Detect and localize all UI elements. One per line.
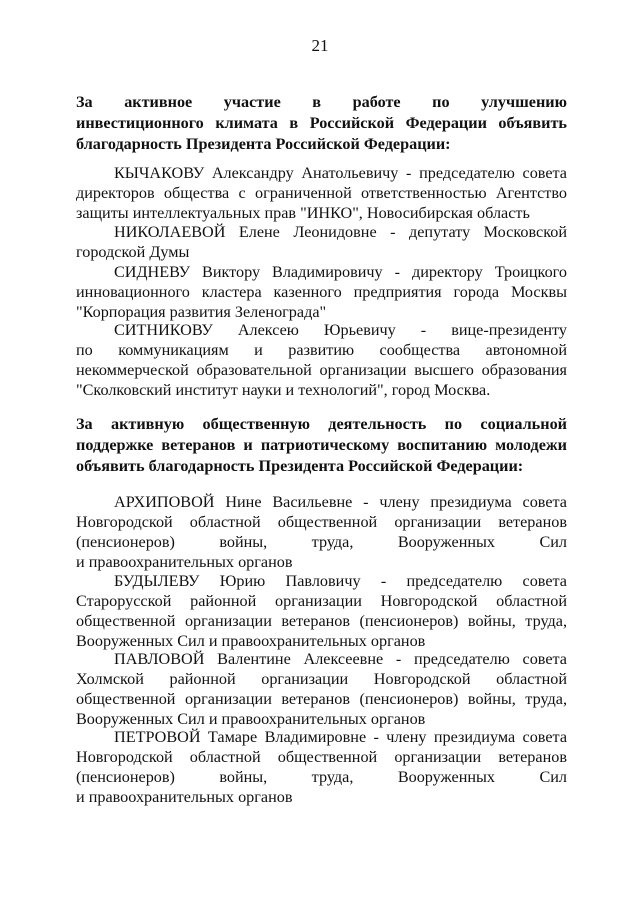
- entry-line: БУДЫЛЕВУ Юрию Павловичу - председателю совета: [114, 572, 567, 590]
- heading-line: инвестиционного климата в Российской Федерации объявить: [76, 114, 567, 132]
- section1-entry-sitnikov: [76, 320, 567, 400]
- entry-line: защиты интеллектуальных прав "ИНКО", Новосибирская область: [76, 204, 530, 222]
- entry-line: по коммуникациям и развитию сообщества автономной: [76, 341, 567, 359]
- entry-line: СИТНИКОВУ Алексею Юрьевичу - вице-президенту: [114, 321, 567, 339]
- section2-heading: [76, 414, 567, 477]
- entry-line: общественной организации ветеранов (пенсионеров) войны, труда,: [76, 612, 567, 630]
- entry-line: Новгородской областной общественной организации ветеранов: [76, 748, 567, 766]
- section1-entry-nikolaeva: [76, 222, 567, 262]
- heading-line: За активное участие в работе по улучшению: [76, 93, 567, 111]
- entry-line: НИКОЛАЕВОЙ Елене Леонидовне - депутату Московской: [114, 223, 567, 241]
- entry-line: КЫЧАКОВУ Александру Анатольевичу - председателю совета: [114, 164, 567, 182]
- entry-line: АРХИПОВОЙ Нине Васильевне - члену президиума совета: [114, 493, 567, 511]
- section2-entry-pavlova: [76, 649, 567, 729]
- entry-line: городской Думы: [76, 243, 190, 261]
- section2-entry-arkhipova: [76, 492, 567, 572]
- entry-line: и правоохранительных органов: [76, 553, 293, 571]
- entry-line: "Корпорация развития Зеленограда": [76, 303, 327, 321]
- heading-line: благодарность Президента Российской Федерации:: [76, 135, 451, 153]
- entry-line: (пенсионеров) войны, труда, Вооруженных Сил: [76, 533, 567, 551]
- section1-entry-kychakov: [76, 163, 567, 223]
- entry-line: СИДНЕВУ Виктору Владимировичу - директору Троицкого: [114, 263, 567, 281]
- entry-line: Вооруженных Сил и правоохранительных органов: [76, 710, 426, 728]
- entry-line: директоров общества с ограниченной ответственностью Агентство: [76, 184, 567, 202]
- entry-line: общественной организации ветеранов (пенсионеров) войны, труда,: [76, 690, 567, 708]
- page-number: 21: [311, 36, 329, 55]
- entry-line: ПЕТРОВОЙ Тамаре Владимировне - члену президиума совета: [114, 728, 567, 746]
- section1-heading: [76, 92, 567, 155]
- heading-line: поддержке ветеранов и патриотическому воспитанию молодежи: [76, 436, 567, 454]
- entry-line: (пенсионеров) войны, труда, Вооруженных Сил: [76, 768, 567, 786]
- section1-entry-sidnev: [76, 262, 567, 322]
- entry-line: Вооруженных Сил и правоохранительных органов: [76, 632, 426, 650]
- entry-line: и правоохранительных органов: [76, 788, 293, 806]
- entry-line: Старорусской районной организации Новгородской областной: [76, 592, 567, 610]
- entry-line: Новгородской областной общественной организации ветеранов: [76, 513, 567, 531]
- entry-line: ПАВЛОВОЙ Валентине Алексеевне - председателю совета: [114, 650, 567, 668]
- entry-line: "Сколковский институт науки и технологий", город Москва.: [76, 381, 491, 399]
- heading-line: За активную общественную деятельность по социальной: [76, 415, 567, 433]
- entry-line: некоммерческой образовательной организации высшего образования: [76, 361, 567, 379]
- entry-line: Холмской районной организации Новгородской областной: [76, 670, 567, 688]
- heading-line: объявить благодарность Президента Российской Федерации:: [76, 457, 524, 475]
- entry-line: инновационного кластера казенного предприятия города Москвы: [76, 283, 567, 301]
- section2-entry-petrova: [76, 727, 567, 807]
- section2-entry-budylev: [76, 571, 567, 651]
